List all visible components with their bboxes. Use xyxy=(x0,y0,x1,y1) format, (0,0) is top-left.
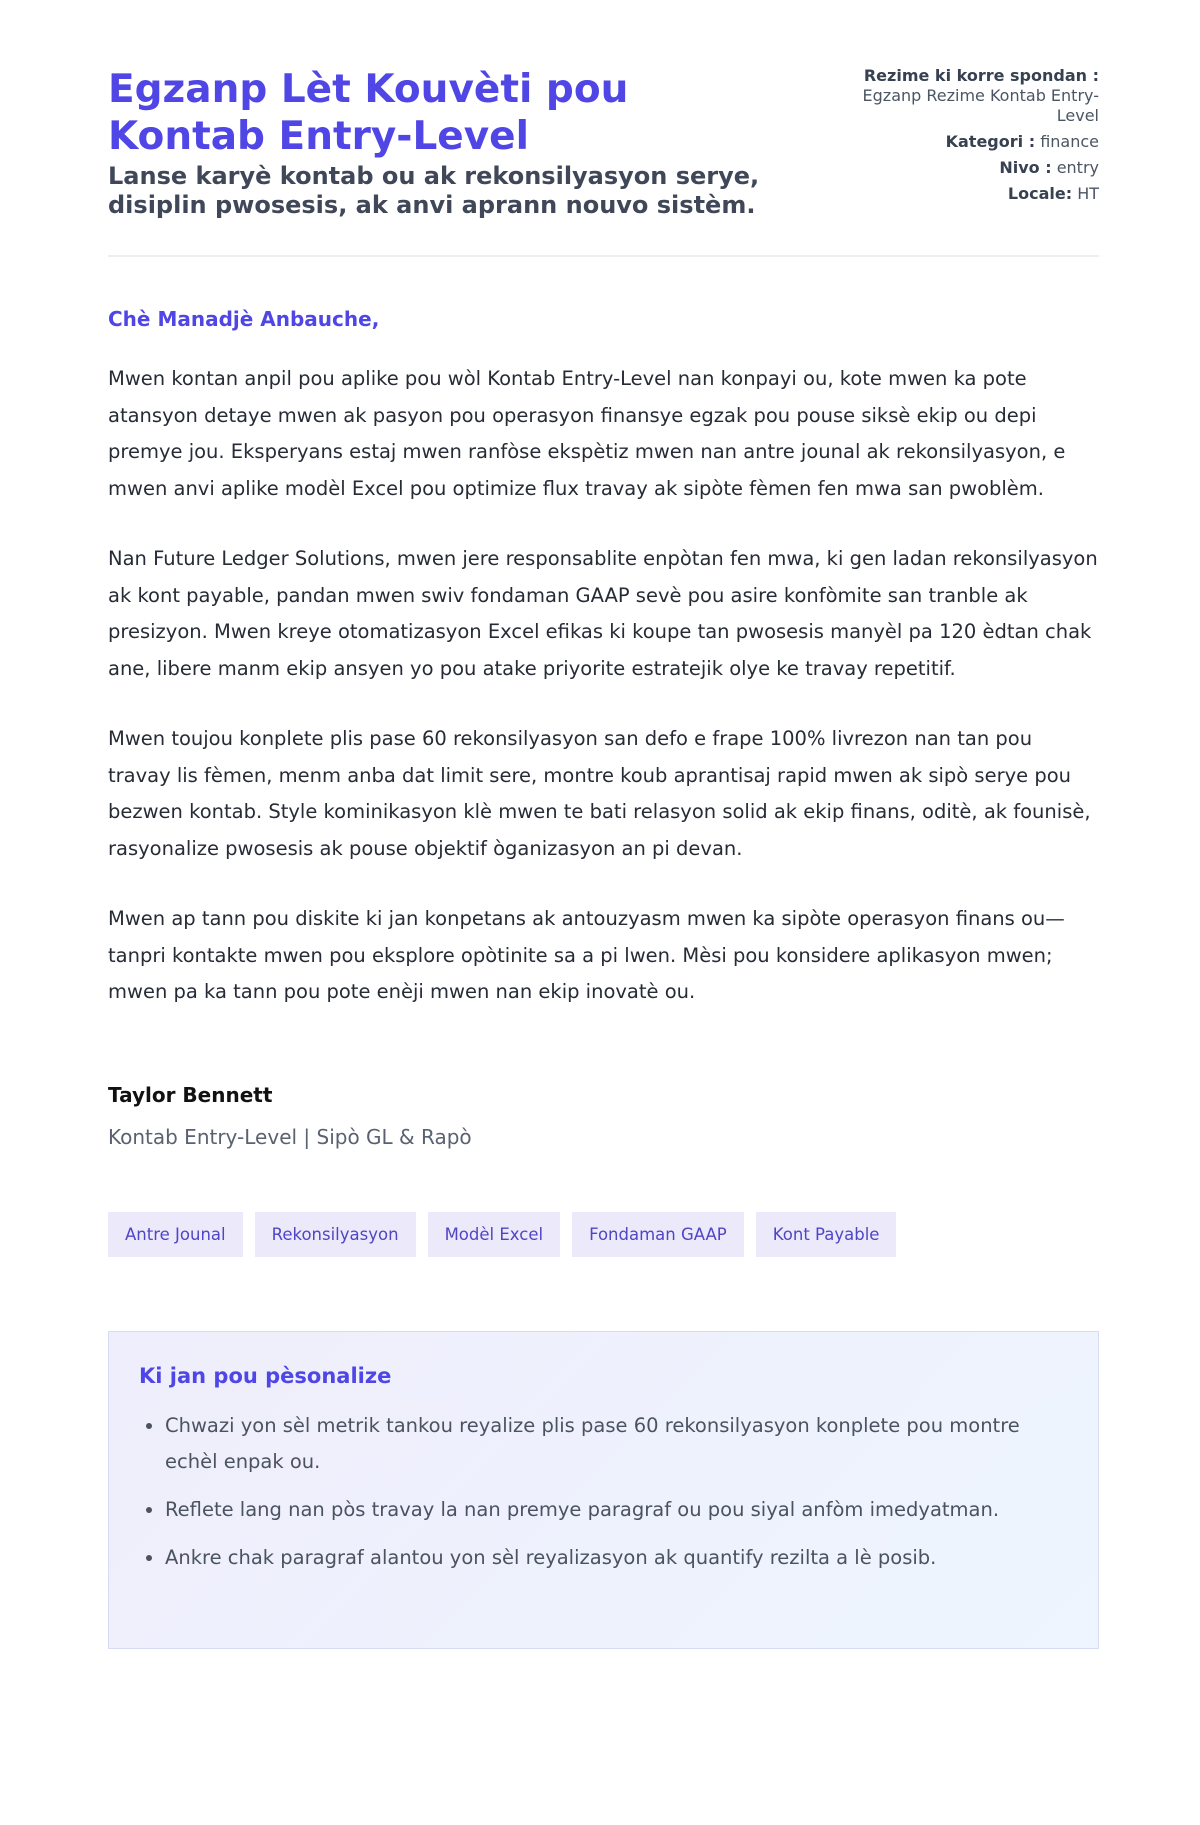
tip-item: • Reflete lang nan pòs travay la nan premye paragraf ou pou siyal anfòm imedyatman. xyxy=(165,1492,1068,1528)
meta-resume-label: Rezime ki korre spondan : xyxy=(863,66,1099,85)
customize-tips-box xyxy=(108,1331,1099,1649)
tip-item: • Chwazi yon sèl metrik tankou reyalize plis pase 60 rekonsilyasyon konplete pou montre echèl enpak ou. xyxy=(165,1408,1068,1480)
meta-locale-value: HT xyxy=(1077,184,1099,203)
meta-panel xyxy=(829,66,1099,210)
meta-level-label: Nivo : xyxy=(999,158,1052,177)
signature xyxy=(108,1083,1099,1149)
tips-list xyxy=(139,1408,1068,1576)
meta-resume xyxy=(829,66,1099,126)
tag-list xyxy=(108,1212,1099,1257)
meta-resume-link[interactable]: Egzanp Rezime Kontab Entry-Level xyxy=(862,86,1099,125)
tag: Fondaman GAAP xyxy=(572,1212,744,1257)
paragraph: Mwen toujou konplete plis pase 60 rekonsilyasyon san defo e frape 100% livrezon nan tan pou travay lis fèmen, menm anba dat limit sere, montre koub aprantisaj rapid mwen ak sipò serye pou bezwen kontab. Style kominikasyon klè mwen te bati relasyon solid ak ekip finans, oditè, ak founisè, rasyonalize pwosesis ak pouse objektif òganizasyon an pi devan. xyxy=(108,727,1091,860)
page-title: Egzanp Lèt Kouvèti pou Kontab Entry-Level xyxy=(108,67,629,159)
paragraph: Nan Future Ledger Solutions, mwen jere responsablite enpòtan fen mwa, ki gen ladan rekonsilyasyon ak kont payable, pandan mwen swiv fondaman GAAP sevè pou asire konfòmite san tranble ak presizyon. Mwen kreye otomatizasyon Excel efikas ki koupe tan pwosesis manyèl pa 120 èdtan chak ane, libere manm ekip ansyen yo pou atake priyorite estratejik olye ke travay repetitif. xyxy=(108,547,1098,680)
salutation: Chè Manadjè Anbauche, xyxy=(108,307,380,331)
divider xyxy=(108,255,1099,257)
meta-category-value: finance xyxy=(1040,132,1099,151)
header xyxy=(108,66,1099,220)
meta-level xyxy=(829,158,1099,178)
meta-category-label: Kategori : xyxy=(945,132,1036,151)
tip-item: • Ankre chak paragraf alantou yon sèl reyalizasyon ak quantify rezilta a lè posib. xyxy=(165,1540,1068,1576)
paragraph: Mwen ap tann pou diskite ki jan konpetans ak antouzyasm mwen ka sipòte operasyon finans ou—tanpri kontakte mwen pou eksplore opòtinite sa a pi lwen. Mèsi pou konsidere aplikasyon mwen; mwen pa ka tann pou pote enèji mwen nan ekip inovatè ou. xyxy=(108,907,1065,1003)
tips-title: Ki jan pou pèsonalize xyxy=(139,1363,392,1388)
tag: Modèl Excel xyxy=(428,1212,561,1257)
tag: Rekonsilyasyon xyxy=(255,1212,416,1257)
signature-name: Taylor Bennett xyxy=(108,1082,273,1107)
meta-category xyxy=(829,132,1099,152)
paragraph: Mwen kontan anpil pou aplike pou wòl Kontab Entry-Level nan konpayi ou, kote mwen ka pote atansyon detaye mwen ak pasyon pou operasyon finansye egzak pou pouse siksè ekip ou depi premye jou. Eksperyans estaj mwen ranfòse ekspètiz mwen nan antre jounal ak rekonsilyasyon, e mwen anvi aplike modèl Excel pou optimize flux travay ak sipòte fèmen fen mwa san pwoblèm. xyxy=(108,367,1066,500)
signature-role: Kontab Entry-Level | Sipò GL & Rapò xyxy=(108,1124,472,1149)
meta-level-value: entry xyxy=(1056,158,1099,177)
meta-locale xyxy=(829,184,1099,204)
tag: Kont Payable xyxy=(756,1212,897,1257)
meta-locale-label: Locale: xyxy=(1007,184,1073,203)
page-subtitle: Lanse karyè kontab ou ak rekonsilyasyon serye, disiplin pwosesis, ak anvi aprann nouvo sistèm. xyxy=(108,162,760,219)
tag: Antre Jounal xyxy=(108,1212,243,1257)
letter-body xyxy=(108,361,1099,1011)
